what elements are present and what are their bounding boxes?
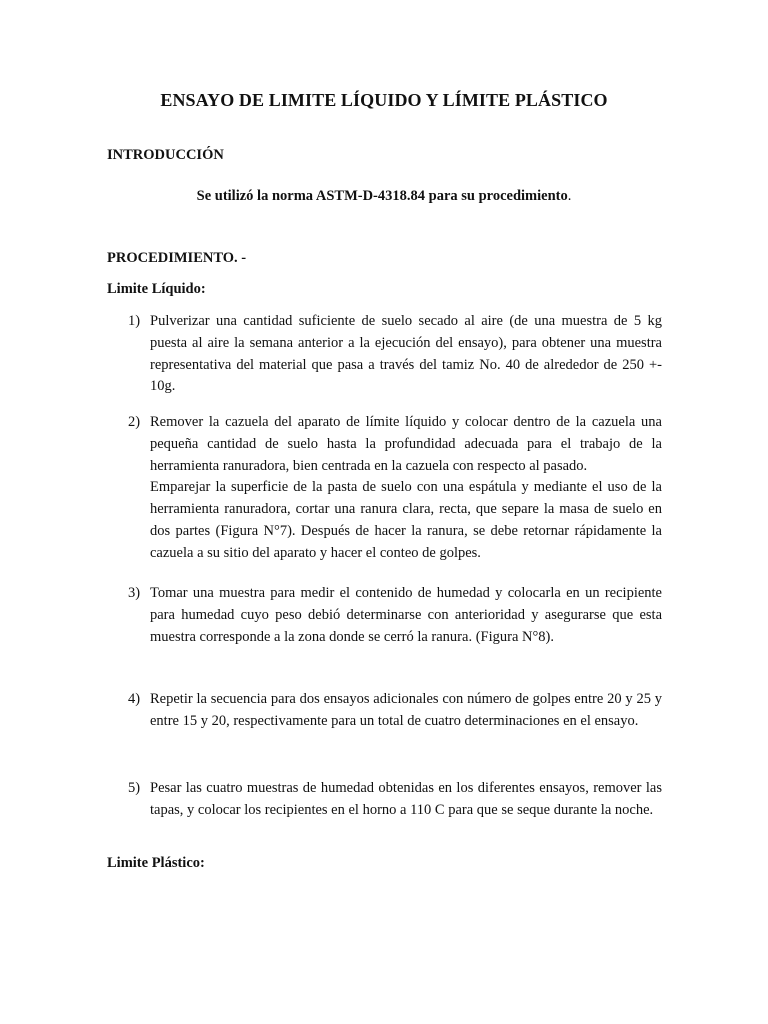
document-title: ENSAYO DE LIMITE LÍQUIDO Y LÍMITE PLÁSTICO (160, 90, 608, 110)
list-item-number: 3) (128, 585, 141, 601)
list-item-body (150, 778, 662, 822)
list-item-body (150, 412, 662, 565)
procedure-heading: PROCEDIMIENTO. - (107, 250, 247, 266)
list-item-number: 2) (128, 414, 141, 430)
list-item-body (150, 583, 662, 648)
list-item (128, 689, 662, 733)
list-item (128, 583, 662, 648)
introduction-period: . (567, 188, 572, 204)
introduction-heading: INTRODUCCIÓN (107, 147, 224, 163)
list-item (128, 412, 662, 565)
list-item (128, 778, 662, 822)
plastic-limit-heading: Limite Plástico: (107, 855, 205, 871)
list-item-body (150, 689, 662, 733)
list-item-paragraph: Repetir la secuencia para dos ensayos adicionales con número de golpes entre 20 y 25 y entre 15 y 20, respectivamente para un total de cuatro determinaciones en el ensayo. (150, 691, 662, 729)
list-item-paragraph: Tomar una muestra para medir el contenido de humedad y colocarla en un recipiente para humedad cuyo peso debió determinarse con anterioridad y asegurarse que esta muestra corresponde a la zona donde se cerró la ranura. (Figura N°8). (150, 585, 662, 645)
introduction-paragraph (0, 188, 768, 205)
list-item-paragraph: Pesar las cuatro muestras de humedad obtenidas en los diferentes ensayos, remover las tapas, y colocar los recipientes en el horno a 110 C para que se seque durante la noche. (150, 780, 662, 818)
list-item (128, 311, 662, 398)
list-item-number: 4) (128, 691, 141, 707)
list-item-body (150, 311, 662, 398)
list-item-paragraph: Pulverizar una cantidad suficiente de suelo secado al aire (de una muestra de 5 kg puesta al aire la semana anterior a la ejecución del ensayo), para obtener una muestra representativa del material que pasa a través del tamiz No. 40 de alrededor de 250 +- 10g. (150, 313, 662, 395)
list-item-paragraph: Remover la cazuela del aparato de límite líquido y colocar dentro de la cazuela una pequeña cantidad de suelo hasta la profundidad adecuada para el trabajo de la herramienta ranuradora, bien centrada en la cazuela con respecto al pasado. (150, 414, 662, 474)
introduction-text: Se utilizó la norma ASTM-D-4318.84 para su procedimiento (196, 188, 568, 204)
list-item-number: 1) (128, 313, 141, 329)
liquid-limit-heading: Limite Líquido: (107, 281, 206, 297)
list-item-number: 5) (128, 780, 141, 796)
list-item-paragraph: Emparejar la superficie de la pasta de suelo con una espátula y mediante el uso de la herramienta ranuradora, cortar una ranura clara, recta, que separe la masa de suelo en dos partes (Figura N°7). Después de hacer la ranura, se debe retornar rápidamente la cazuela a su sitio del aparato y hacer el conteo de golpes. (150, 479, 662, 561)
